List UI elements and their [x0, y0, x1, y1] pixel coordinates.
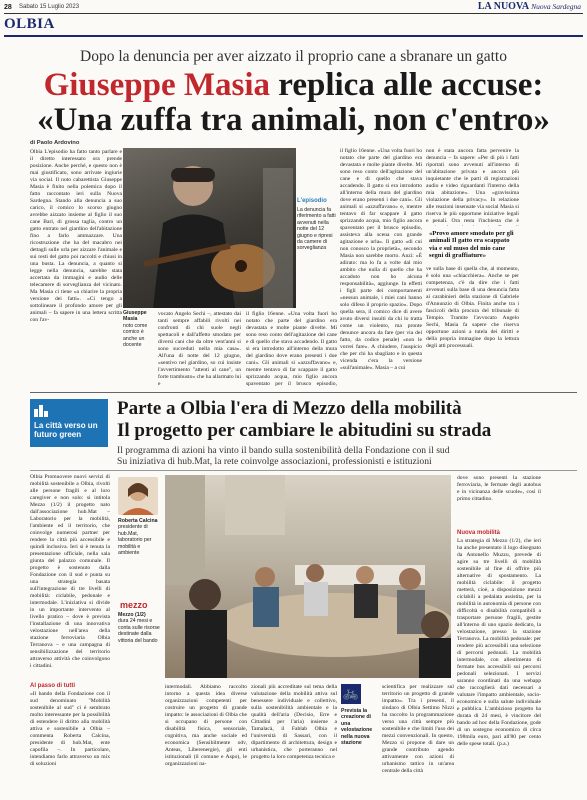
- article1-headline-rest: replica alle accuse:: [278, 67, 544, 103]
- velostazione-caption: Prevista la creazione di una velostazione nella nuova stazione: [341, 708, 373, 747]
- meeting-illustration: [165, 475, 451, 678]
- section-rule: [4, 35, 583, 37]
- calcina-caption: [118, 518, 160, 578]
- meeting-photo: [165, 475, 451, 678]
- article1-kicker: Dopo la denuncia per aver aizzato il proprio cane a sbranare un gatto: [80, 48, 507, 65]
- article1-headline-quote: «Una zuffa tra animali, non c'entro»: [37, 102, 550, 138]
- mezzo-logo: mezzo: [120, 600, 148, 610]
- article1-col3: il figlio 16enne. «Una volta fuori ho notato che parte del giardino era devastata e molte piante divelte. Mi sono reso conto dell'agitazione del cane e di quello che stava accadendo. Il gatto si era introdotto all'interno della mura del giardino dove erano presenti i due cani». Gli animali si «azzuffavano» e, mentre tentavo di far scappare il gatto sprizzando acqua, mio figlio ancora spaventato per il brusco episodio, assisteva alla scena con grande agitazione e urla». Il gatto «di cui non conosco la proprietà», secondo Masia non sarebbe morto. Anzi: «È adirato: ma lo fa a volte dal mio ambito che nulla di quello che ha accaduto non ho alcuna responsabilità», aggiunge. In effetti i figli parte dei comportamenti «nessun animale, i miei cani hanno solo difeso il proprio spazio». Dopo quella sera, il comico dice di avere avuto diversi insulti da chi lo tratta come un violento, ma pronte denunce ancora da fare (per via del fatto, da codice penale) «non le vorrei fare». A chiudere, l'auspicio che per chi ha sbagliato e in questa vicenda c'era la versione «sull'animale». Masia – a cui: [340, 148, 422, 371]
- section-badge: [30, 399, 108, 447]
- article1-headline: [0, 68, 587, 102]
- masia-photo-caption: [123, 310, 153, 386]
- article2-col3: zionali più accreditate sul tema della valutazione della mobilità attiva sul benessere individuale e collettivo, sulla sostenibilità ambientale e la qualità dell'aria (Decisio, Erre e Cittadini per l'aria) insieme a Tamalacà, il Fablab Olbia e l'università di Sassari, con il dipartimento di architettura, design e urbanistica, che porteranno nel progetto la loro competenza tecnica e: [251, 684, 337, 760]
- newspaper-logo: [478, 1, 581, 12]
- article2-col5a: dove sono presenti la stazione ferroviaria, le fermate degli autobus e in vicinanza delle scuole», così il primo cittadino.: [457, 475, 541, 502]
- article1-col2: vocato Angelo Sechi –, attestato dai tanti sempre affabili rivolti nei confronti di chi suole negli spettacoli e dall'affetto smodato per diversi cani che da oltre vent'anni si sono succeduti nella mia casa». All'una di notte del 12 giugno, «sentivo nel giardino, so cui insiste l'avvertimento "attenti al cane", un forte trambusto» che ha allarmato lui e: [158, 311, 241, 386]
- article2-deck-1: Il programma di azioni ha vinto il bando sulla sostenibilità della Fondazione con il sud: [117, 445, 450, 456]
- page-date: Sabato 15 Luglio 2023: [19, 4, 80, 10]
- velostazione-box: [341, 684, 379, 795]
- article2-headline-2: Il progetto per cambiare le abitudini su strada: [117, 420, 492, 441]
- article2-col5-subhead: Nuova mobilità: [457, 530, 501, 536]
- article2-col5b: La strategia di Mezzo (1/2), che ieri ha anche presentato il logo disegnato da Antonello Muzzu, prevede di agire su tre livelli di mobilità sostenibile al fine di offrire più alternative di spostamento. La mobilità ciclabile: il progetto metterà, cioè, a disposizione mezzi ciclabili a pedalata assistita, per la mobilità in autonomia di persone con difficoltà o disabilità compatibili a trasportare persone fragili, gestite all'interno di uno spazio dedicato, la velostazione, presso la stazione Terranova. La mobilità pedonale: per rendere più accessibili una selezione di percorsi pedonali. La mobilità intermodale, con allestimento di fermate bus accessibili sui percorsi pedonali selezionati. I servizi saranno coordinati da una webapp che raccoglierà dati necessari a valutare l'impatto ambientale, socio-economico e sulla salute individuale e pubblica. L'ambizioso progetto ha durata di 24 mesi, è vincitore del bando ad hoc della Fondazione, gode di un sostegno economico di circa 198mila euro, pari all'80 per cento delle spese totali. (p.a.): [457, 538, 541, 747]
- article2-headline-1: Parte a Olbia l'era di Mezzo della mobilità: [117, 398, 462, 419]
- episode-box: [297, 198, 339, 288]
- header-rule: [4, 13, 583, 14]
- article2-col4: scientifica per realizzare sul territorio un progetto di grande impatto». Tra i presenti, il sindaco di Olbia Settimo Nizzi ha raccolto la programmazione verso una città sempre più sostenibile e che limiti l'uso dei mezzi convenzionali. In questo, Mezzo si propone di dare un grande contributo agendo attivamente con azioni di urbanismo tattico in un'area centrale della città: [382, 684, 454, 774]
- article2-col1: Olbia Promuovere nuovi servizi di mobilità sostenibile a Olbia, rivolti alle persone fragili e al loro caregiver e non solo: si intitola Mezzo (1/2) il progetto nato dall'associazione hub.Mat – Laboratorio per la mobilità, l'ambiente ed il territorio, che coinvolge numerosi partner per rendere la città più accessibile e quindi inclusiva. Ieri si è tenuta la presentazione ufficiale, nella sala giunta del palazzo comunale. Il progetto è sostenuto dalla Fondazione con il sud e punta su una strategia basata sull'integrazione di tre livelli di mobilità: ciclabile, pedonale e intermodale. L'iniziativa si divide in un importante intervento al livello pratico – dove è prevista l'installazione di una innovativa velostazione nell'area della stazione ferroviaria Olbia Terranova – e una campagna di sensibilizzazione del territorio attraverso attività che coinvolgono i cittadini.: [30, 474, 110, 669]
- section-badge-text: La città verso un futuro green: [34, 421, 98, 439]
- episode-text: La denuncia fa riferimento a fatti avvenuti nella notte del 12 giugno e ripresi da camere di sorveglianza: [297, 207, 336, 252]
- page-number: 28: [4, 4, 12, 11]
- portrait-illustration: [118, 477, 158, 515]
- episode-label: L'episodio: [297, 198, 327, 204]
- bike-icon: 🚲: [341, 684, 361, 704]
- mezzo-caption-text: dura 24 mesi e conta sulle risorse destinate dalla vittoria del bando: [118, 618, 160, 644]
- pull-quote: «Provo amore smodato per gli animali Il gatto era scappato via e sul muso del mio cane segni di graffiature»: [429, 230, 514, 260]
- section-title: OLBIA: [4, 16, 55, 32]
- article-separator: [30, 392, 577, 393]
- article2-rule: [30, 470, 577, 471]
- article2-deck-2: Su iniziativa di hub.Mat, la rete coinvolge associazioni, professionisti e istituzioni: [117, 456, 432, 467]
- city-icon: [34, 405, 48, 417]
- calcina-caption-text: presidente di hub.Mat, laboratorio per mobilità e ambiente: [118, 524, 152, 557]
- masia-caption-name: Giuseppe Masia: [123, 310, 147, 323]
- masia-caption-text: noto come comico è anche un docente: [123, 322, 148, 349]
- calcina-portrait: [118, 477, 158, 515]
- article1-byline: di Paolo Ardovino: [30, 140, 80, 146]
- article2-col1b: «Il bando della Fondazione con il sud denominato "Mobilità sostenibile al sud" ci è sembrato molto interessante per la possibilità di estendere il diritto alla mobilità attiva e sostenibile a Olbia –commenta Roberta Calcina, presidente di hub.Mat, ente capofila –. In particolare, intendiamo farlo attraverso un mix di soluzioni: [30, 691, 110, 767]
- mezzo-photo-caption: [118, 612, 162, 674]
- article1-col4b: ve sulla base di quella che, al momento, è solo una «chiacchiera». Anche se per competenza, c'è da dire che i fatti avvenuti sulla base di una denuncia fatta ai carabinieri della stazione di Gabriele d'Annunzio di Olbia. Finita anche tra i fascicoli della procura del tribunale di Tempio. Tramite l'avvocato Angelo Sechi, Masia fa sapere che riserva opportune azioni a tutela dei diritti e della propria immagine dopo la lettura degli atti processuali.: [426, 266, 519, 349]
- article1-col3a: il figlio 16enne. «Una volta fuori ho notato che parte del giardino era devastata e molte piante divelte. Mi sono reso conto dell'agitazione del cane e di quello che stava accadendo. Il gatto si era introdotto all'interno della mura del giardino dove erano presenti i due cani». Gli animali si «azzuffavano» e, mentre tentavo di far scappare il gatto sprizzando acqua, mio figlio ancora spaventato per il brusco episodio,: [246, 311, 337, 386]
- calcina-caption-name: Roberta Calcina: [118, 518, 158, 524]
- masia-photo: [123, 148, 296, 308]
- article2-col1-subhead: Al passo di tutti: [30, 683, 75, 689]
- logo-sub: Nuova Sardegna: [531, 2, 581, 11]
- guitar-player-illustration: [123, 148, 296, 308]
- mezzo-caption-name: Mezzo (1/2): [118, 612, 146, 618]
- article1-col1: Olbia L'episodio ha fatto tanto parlare e il diretto interessato ora prende posizione. Anche perché, e questo non è mai giustificato, sono arrivate ingiurie via social. Il noto cabarettista Giuseppe Masia è finito nella polemica dopo il fatto raccontato ieri sulla Nuova Sardegna. Stando alla denuncia a suo carico, il comico lo scorso giugno avrebbe aizzato insieme al figlio il suo cane Bari, di grossa taglia, contro un gatto entrato nel giardino dell'abitazione fino a farlo ammazzare. Una ricostruzione che ha del macabro nei dettagli sulle urla per aizzare l'animale e sui resti del gatto poi raccolti e chiusi in una busta. La denuncia, a quanto si legge nella denuncia, sarebbe stata accertata da immagini e audio delle telecamere di sorveglianza del vicinato. Ma Masia ci tiene «a chiarire la propria versione dei fatti». «Ci tengo a sottolineare il profondo amore per gli animali – fa sapere in una lettera scritta con l'av-: [30, 149, 122, 323]
- article1-col4: non è stata ancora fatta pervenire la denuncia – fa sapere: «Per di più i fatti riportati sono avvenuti all'interno di un'abitazione privata e ancora più inquietante che le parti di registrazioni audio e video riguardanti l'interno della mia abitazione». Una «gravissima violazione della privacy». In relazione alle reazioni insensate via social Masia si riserva le più opportune iniziative legali e penali. Ora resta l'inchiesta che è: [426, 148, 519, 224]
- article1-headline-name: Giuseppe Masia: [43, 67, 271, 103]
- quote-box: [426, 228, 519, 262]
- logo-main: LA NUOVA: [477, 1, 529, 12]
- article2-col2: intermodali. Abbiamo raccolto intorno a questa idea diverse organizzazioni competenti per costruire un progetto di grande impatto: le associazioni di Olbia che si occupano di persone con disabilità fisica, sensoriale, cognitiva, ma anche sociale ed economica (Sensibilmente odv, Anteas, Liberenergie), gli enti istituzionali (il comune e Aspo), le organizzazioni na-: [165, 684, 247, 767]
